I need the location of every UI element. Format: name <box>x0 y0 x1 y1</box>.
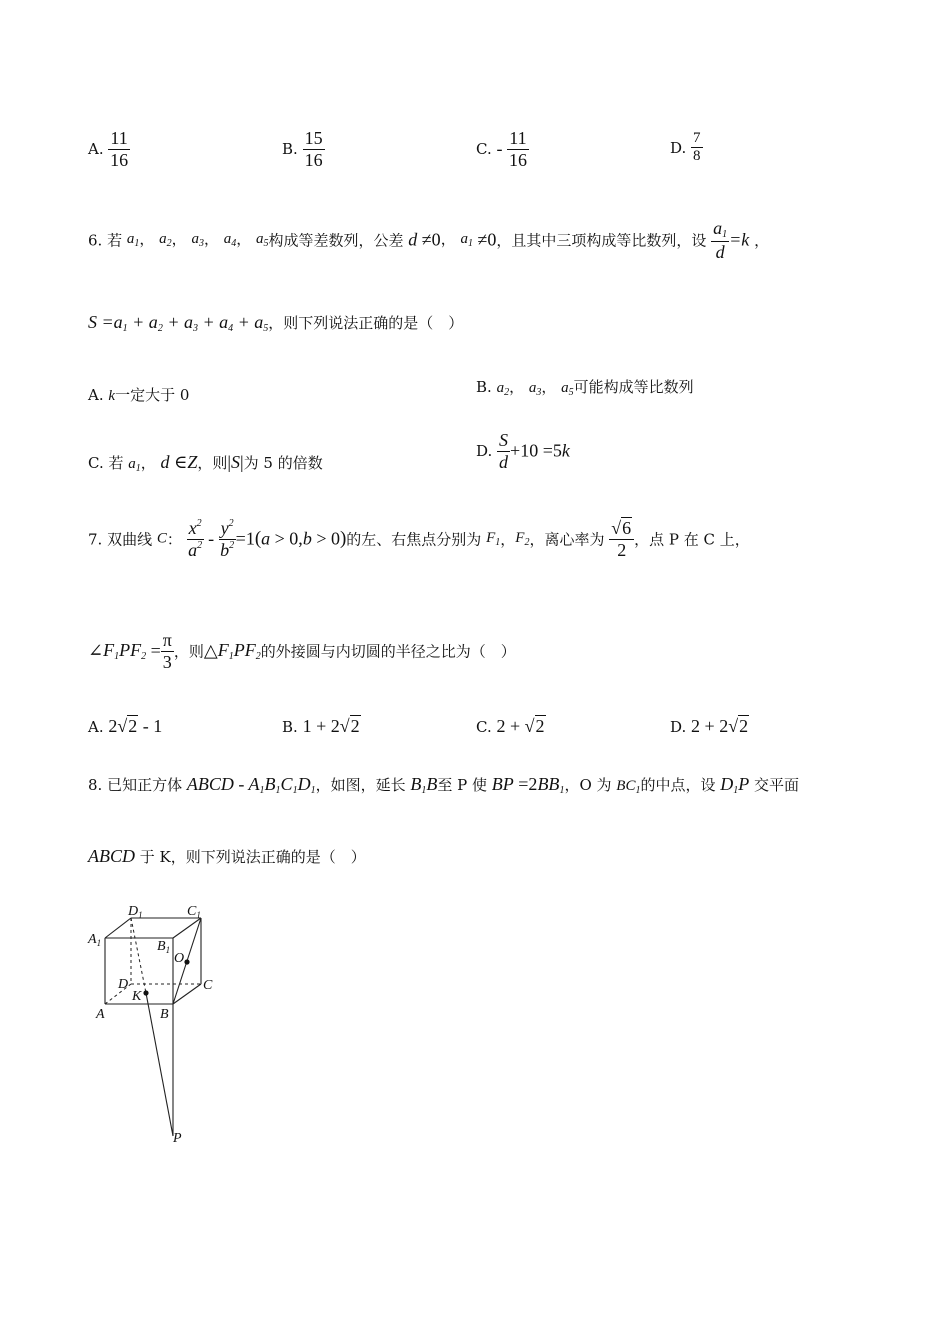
q5-option-d[interactable]: D. $\frac{7}{8}$ <box>670 130 701 165</box>
label-o: O <box>174 951 185 966</box>
point-k <box>143 990 148 995</box>
q5-option-b[interactable]: B. $\frac{15}{16}$ <box>282 128 323 170</box>
point-o <box>184 959 189 964</box>
label-c1: $C_1$ <box>187 904 201 920</box>
label-b: B <box>160 1007 169 1022</box>
label-a1: $A_1$ <box>88 932 102 948</box>
label-c: C <box>203 978 213 993</box>
q8-stem-line2: ABCD 于 K，则下列说法正确的是（ ） <box>88 846 366 866</box>
q7-option-a[interactable]: A. 2√2 - 1 <box>88 716 163 736</box>
fraction-x2-a2: $\frac{x^2}{a^2}$ <box>188 518 203 560</box>
q6-option-d[interactable]: D. $\frac{S}{d}$ +10 =5k <box>476 430 570 472</box>
q7-option-c[interactable]: C. 2 + √2 <box>476 716 545 736</box>
q6-option-c[interactable]: C. 若 $a_1$， d ∈Z，则|S|为 5 的倍数 <box>88 452 323 474</box>
label-a: A <box>96 1007 105 1022</box>
math-a3: $a_3$ <box>191 231 204 250</box>
math-a1-neq-0: $a_1$ <box>460 231 473 250</box>
q6-option-a[interactable]: A. k一定大于 0 <box>88 386 190 404</box>
fraction-a1-over-d: $\frac{a_1}{d}$ <box>713 218 728 262</box>
fraction: $\frac{15}{16}$ <box>304 128 323 170</box>
q8-stem-line1: 8. 已知正方体 ABCD - $A_1B_1C_1D_1$，如图，延长 $B_1B$至 P 使 BP $=2BB_1$，O 为 $BC_1$的中点，设 $D_1P$ 交平面 <box>88 774 800 796</box>
fraction-s-over-d: $\frac{S}{d}$ <box>499 430 509 472</box>
label-p: P <box>173 1131 182 1146</box>
q5-option-c[interactable]: C. - $\frac{11}{16}$ <box>476 128 527 170</box>
math-a5: $a_5$ <box>256 231 269 250</box>
label-b1: $B_1$ <box>157 939 171 955</box>
fraction-pi-over-3: $\frac{\pi}{3}$ <box>162 630 172 672</box>
q7-option-b[interactable]: B. 1 + 2√2 <box>282 716 360 736</box>
label-d1: $D_1$ <box>128 904 143 920</box>
q6-option-b[interactable]: B. $a_2$， $a_3$， $a_5$可能构成等比数列 <box>476 378 694 398</box>
math-cube: ABCD - $A_1B_1C_1D_1$ <box>186 774 316 796</box>
q6-stem-line1: 6. 若 $a_1$， $a_2$， $a_3$， $a_4$， $a_5$构成等差数列，公差 d ≠0， $a_1 \ne 0$，且其中三项构成等比数列，设 $\frac{a_1}{d}$ =k ， <box>88 218 770 262</box>
q5-option-a[interactable]: A. $\frac{11}{16}$ <box>88 128 129 170</box>
math-a1: $a_1$ <box>126 231 140 250</box>
q7-stem-line2: $\angle F_1PF_2$ = $\frac{\pi}{3}$ ，则$\triangle F_1PF_2$的外接圆与内切圆的半径之比为（ ） <box>88 630 516 672</box>
cube-figure <box>80 896 230 1156</box>
label-d: D <box>118 977 129 992</box>
fraction: $\frac{11}{16}$ <box>508 128 527 170</box>
math-a2: $a_2$ <box>159 231 172 250</box>
fraction-y2-b2: $\frac{y^2}{b^2}$ <box>220 518 235 560</box>
q7-option-d[interactable]: D. 2 + 2√2 <box>670 716 749 736</box>
q7-stem-line1: 7. 双曲线 C： $\frac{x^2}{a^2}$ - $\frac{y^2}{b^2}$ =1(a > 0,b > 0)的左、右焦点分别为 $F_1$，$F_2$，离心率为 $\frac{√6}{2}$ ，点 P 在 C 上， <box>88 518 750 560</box>
fraction-sqrt6-over-2: $\frac{√6}{2}$ <box>609 518 634 560</box>
fraction: $\frac{11}{16}$ <box>110 128 129 170</box>
fraction: $\frac{7}{8}$ <box>693 130 701 165</box>
label-k: K <box>132 989 142 1004</box>
math-d-neq-0: d <box>408 229 418 250</box>
math-a4: $a_4$ <box>223 231 237 250</box>
q6-stem-line2: $S =a_1 + a_2 + a_3 + a_4 + a_5$，则下列说法正确的是（ ） <box>88 312 464 334</box>
math-s-sum: $S =a_1 + a_2 + a_3 + a_4 + a_5$ <box>88 312 269 334</box>
